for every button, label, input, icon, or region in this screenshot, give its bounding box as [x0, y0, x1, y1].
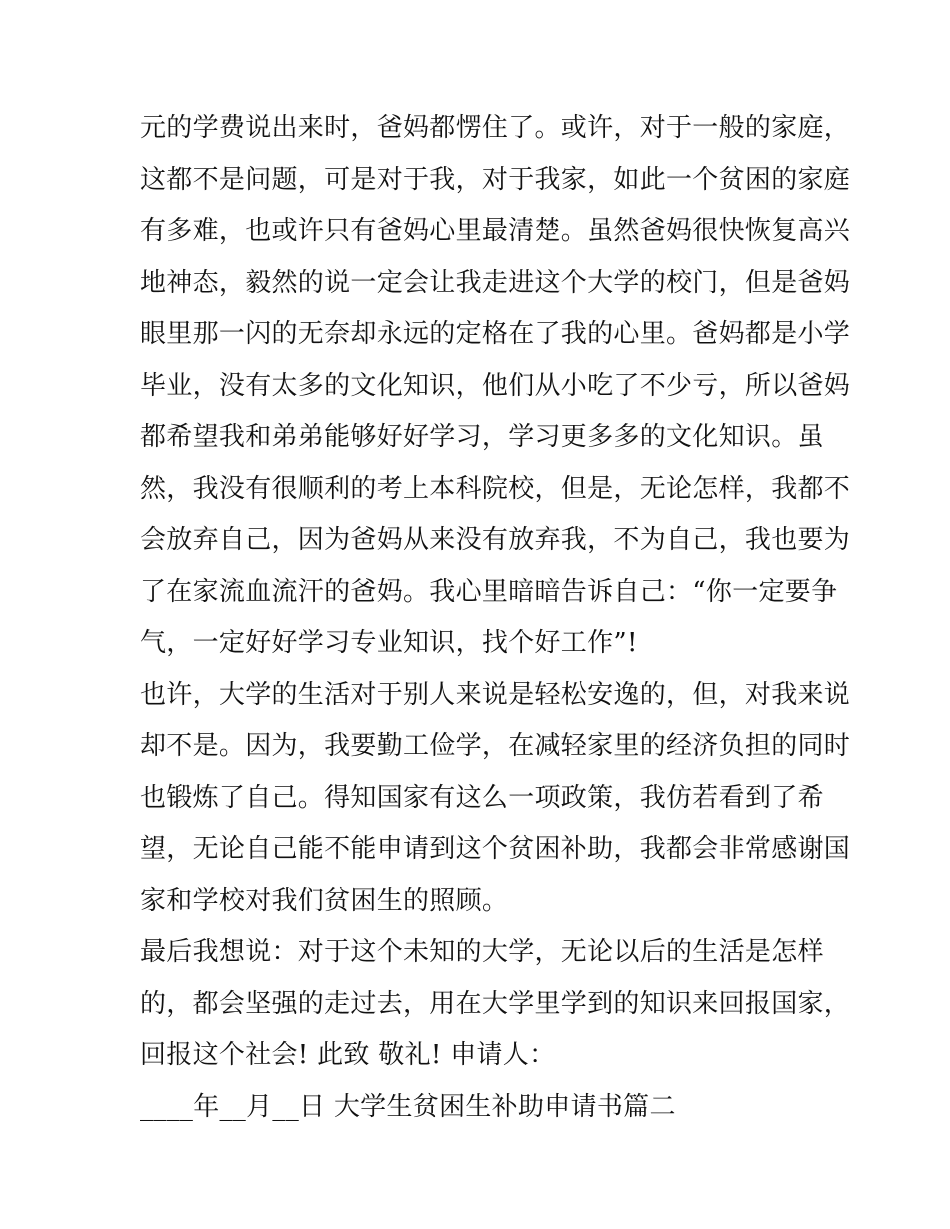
text-line: 元的学费说出来时，爸妈都愣住了。或许，对于一般的家庭，	[140, 113, 851, 143]
text-line: 望，无论自己能不能申请到这个贫困补助，我都会非常感谢国	[140, 834, 851, 864]
text-line: 了在家流血流汗的爸妈。我心里暗暗告诉自己：“你一定要争	[140, 576, 838, 607]
text-line: 这都不是问题，可是对于我，对于我家，如此一个贫困的家庭	[140, 164, 851, 195]
text-line: 最后我想说：对于这个未知的大学，无论以后的生活是怎样	[140, 937, 824, 967]
text-line: 有多难，也或许只有爸妈心里最清楚。虽然爸妈很快恢复高兴	[140, 216, 851, 246]
text-line: ____年__月__日 大学生贫困生补助申请书篇二	[140, 1091, 676, 1122]
text-line: 毕业，没有太多的文化知识，他们从小吃了不少亏，所以爸妈	[140, 370, 851, 401]
text-line: 家和学校对我们贫困生的照顾。	[140, 885, 509, 916]
text-line: 会放弃自己，因为爸妈从来没有放弃我，不为自己，我也要为	[140, 525, 851, 555]
text-line: 回报这个社会! 此致 敬礼! 申请人：	[140, 1040, 556, 1070]
text-line: 眼里那一闪的无奈却永远的定格在了我的心里。爸妈都是小学	[140, 319, 851, 349]
body-text	[140, 103, 851, 1133]
text-line: 也许，大学的生活对于别人来说是轻松安逸的，但，对我来说	[140, 679, 851, 710]
text-line: 也锻炼了自己。得知国家有这么一项政策，我仿若看到了希	[140, 782, 824, 813]
text-line: 却不是。因为，我要勤工俭学，在减轻家里的经济负担的同时	[140, 731, 851, 761]
text-line: 气，一定好好学习专业知识，找个好工作”!	[140, 628, 638, 658]
text-line: 的，都会坚强的走过去，用在大学里学到的知识来回报国家，	[140, 988, 851, 1019]
text-line: 地神态，毅然的说一定会让我走进这个大学的校门，但是爸妈	[140, 267, 851, 298]
text-line: 都希望我和弟弟能够好好学习，学习更多多的文化知识。虽	[140, 422, 824, 452]
text-line: 然，我没有很顺利的考上本科院校，但是，无论怎样，我都不	[140, 473, 851, 504]
